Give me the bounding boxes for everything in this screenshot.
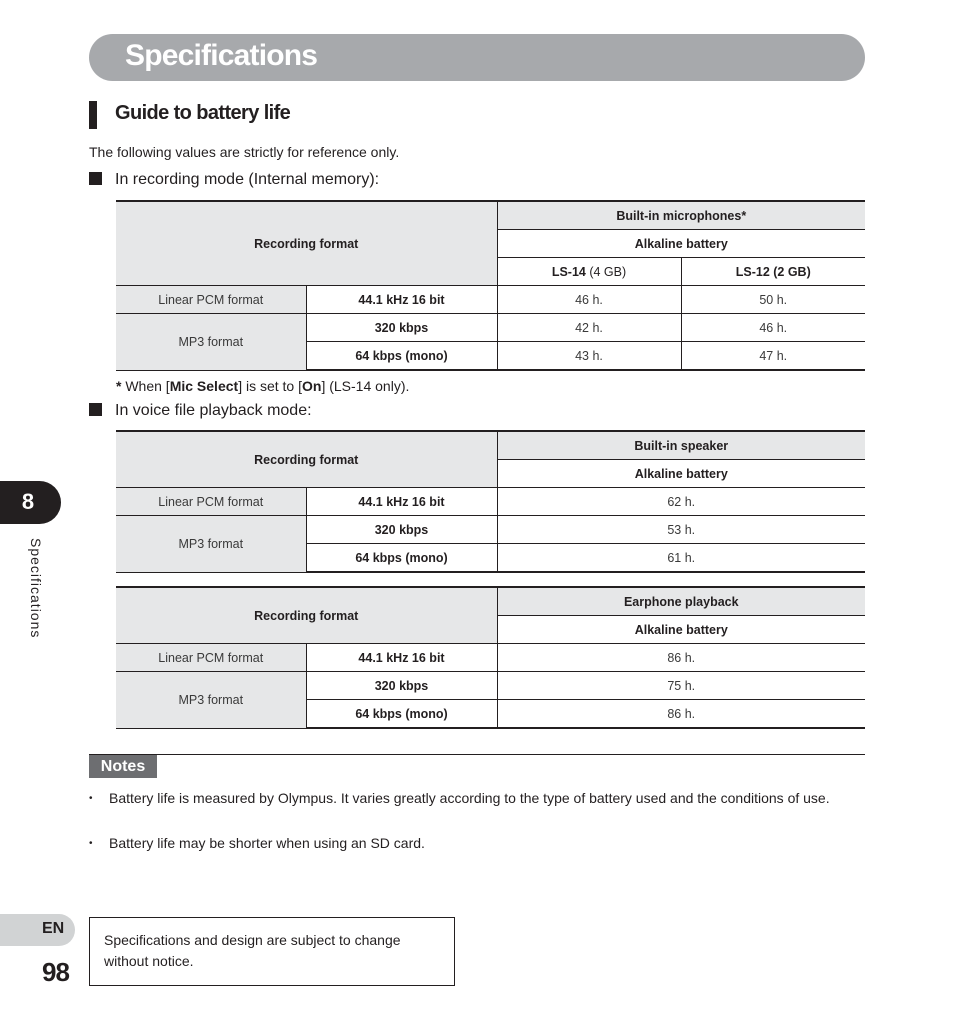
table-row	[116, 286, 865, 314]
format-label: MP3 format	[116, 516, 306, 573]
header-alkaline-battery: Alkaline battery	[497, 460, 865, 488]
value-cell: 46 h.	[681, 314, 865, 342]
bitrate-cell: 320 kbps	[306, 516, 497, 544]
header-model-ls12: LS-12 (2 GB)	[681, 258, 865, 286]
chapter-number: 8	[21, 489, 35, 514]
square-bullet-icon	[89, 403, 102, 416]
footnote	[116, 378, 409, 394]
notes-label: Notes	[89, 755, 157, 778]
header-recording-format: Recording format	[116, 431, 497, 488]
format-label: Linear PCM format	[116, 286, 306, 314]
value-cell: 86 h.	[497, 644, 865, 672]
header-built-in-microphones: Built-in microphones*	[497, 201, 865, 230]
footnote-text: ] (LS-14 only).	[321, 378, 410, 394]
side-chapter-label: Specifications	[28, 538, 44, 639]
header-recording-format: Recording format	[116, 201, 497, 286]
table-row	[116, 516, 865, 544]
table-row	[116, 488, 865, 516]
bullet-icon: •	[89, 838, 93, 849]
note-text: Battery life may be shorter when using an SD card.	[109, 835, 425, 851]
list-item	[89, 833, 865, 854]
value-cell: 43 h.	[497, 342, 681, 371]
subheading-playback-text: In voice file playback mode:	[115, 402, 312, 419]
model-ls14-name: LS-14	[551, 264, 586, 279]
bullet-icon: •	[89, 793, 93, 804]
footnote-text: When [	[121, 378, 170, 394]
speaker-battery-table	[116, 430, 865, 573]
bitrate-cell: 320 kbps	[306, 314, 497, 342]
page-number: 98	[42, 957, 69, 987]
section-marker	[89, 101, 97, 129]
header-alkaline-battery: Alkaline battery	[497, 230, 865, 258]
bitrate-cell: 320 kbps	[306, 672, 497, 700]
value-cell: 62 h.	[497, 488, 865, 516]
value-cell: 50 h.	[681, 286, 865, 314]
earphone-battery-table	[116, 586, 865, 729]
bitrate-cell: 44.1 kHz 16 bit	[306, 286, 497, 314]
table-row	[116, 314, 865, 342]
footnote-star: *	[116, 378, 122, 394]
footnote-key-mic-select: Mic Select	[169, 378, 239, 394]
header-built-in-speaker: Built-in speaker	[497, 431, 865, 460]
bitrate-cell: 64 kbps (mono)	[306, 342, 497, 371]
header-recording-format: Recording format	[116, 587, 497, 644]
section-title: Guide to battery life	[115, 102, 291, 124]
value-cell: 75 h.	[497, 672, 865, 700]
notice-box	[89, 917, 455, 986]
header-model-ls14	[497, 258, 681, 286]
format-label: Linear PCM format	[116, 488, 306, 516]
footnote-text: ] is set to [	[238, 378, 302, 394]
notice-line: Specifications and design are subject to change	[104, 932, 401, 948]
bitrate-cell: 44.1 kHz 16 bit	[306, 644, 497, 672]
bitrate-cell: 64 kbps (mono)	[306, 700, 497, 729]
format-label: Linear PCM format	[116, 644, 306, 672]
table-row	[116, 644, 865, 672]
chapter-tab	[0, 481, 61, 524]
subheading-recording	[89, 171, 379, 189]
format-label: MP3 format	[116, 672, 306, 729]
value-cell: 46 h.	[497, 286, 681, 314]
intro-text: The following values are strictly for reference only.	[89, 144, 400, 160]
notice-line: without notice.	[104, 953, 194, 969]
header-earphone-playback: Earphone playback	[497, 587, 865, 616]
format-label: MP3 format	[116, 314, 306, 371]
value-cell: 61 h.	[497, 544, 865, 573]
value-cell: 86 h.	[497, 700, 865, 729]
value-cell: 42 h.	[497, 314, 681, 342]
bitrate-cell: 64 kbps (mono)	[306, 544, 497, 573]
footnote-key-on: On	[302, 378, 322, 394]
page-title: Specifications	[125, 39, 318, 72]
subheading-playback	[89, 402, 312, 420]
title-banner	[89, 34, 865, 81]
subheading-recording-text: In recording mode (Internal memory):	[115, 171, 380, 188]
table-row	[116, 672, 865, 700]
value-cell: 47 h.	[681, 342, 865, 371]
model-ls14-capacity: (4 GB)	[585, 264, 627, 279]
header-alkaline-battery: Alkaline battery	[497, 616, 865, 644]
square-bullet-icon	[89, 172, 102, 185]
note-text: Battery life is measured by Olympus. It varies greatly according to the type of battery used and the conditions of use.	[109, 790, 830, 806]
bitrate-cell: 44.1 kHz 16 bit	[306, 488, 497, 516]
notes-divider	[89, 754, 865, 755]
value-cell: 53 h.	[497, 516, 865, 544]
language-tab	[0, 914, 75, 946]
recording-battery-table	[116, 200, 865, 371]
list-item	[89, 788, 865, 809]
language-code: EN	[42, 920, 65, 937]
